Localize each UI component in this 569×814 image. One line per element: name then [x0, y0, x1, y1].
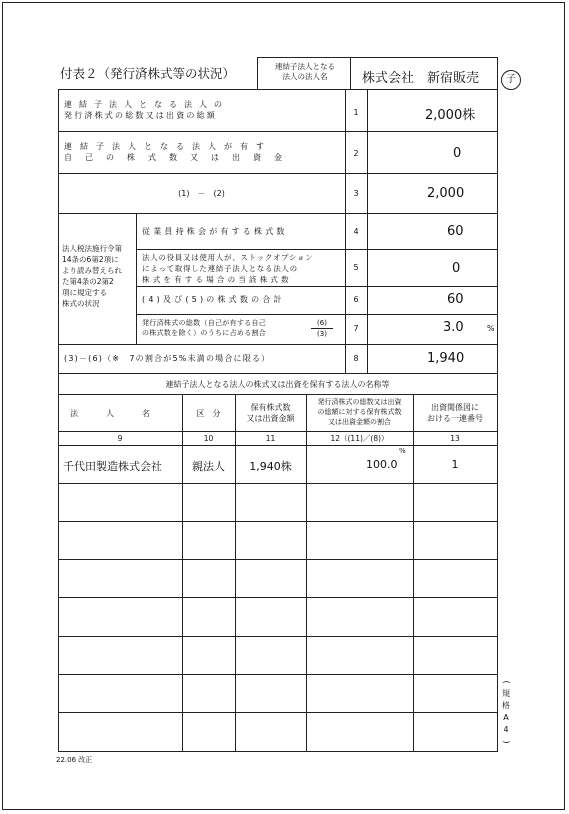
group-label-line: 株式の状況 — [62, 299, 100, 308]
section-title: 連結子法人となる法人の株式又は出資を保有する法人の名称等 — [165, 380, 390, 389]
line — [58, 445, 497, 446]
col-serial-no: 13 — [450, 434, 460, 443]
row2-label-line2: 自己の株式数又は出資金 — [64, 153, 295, 162]
row7-no: 7 — [353, 324, 359, 333]
line — [58, 394, 497, 395]
side-note-char: ) — [502, 740, 511, 744]
group-label-line: 項に規定する — [62, 288, 107, 297]
fraction-denominator: (3) — [317, 330, 327, 338]
row7-label-line: 発行済株式の総数（自己が有する自己 — [142, 319, 267, 327]
line — [497, 57, 498, 89]
row8-no: 8 — [353, 354, 359, 363]
group-label-line: た第4条の2第2 — [62, 277, 114, 286]
row7-value: 3.0 — [443, 320, 464, 335]
line — [58, 559, 497, 560]
holder-ratio: 100.0 — [366, 458, 398, 471]
group-label — [62, 243, 136, 309]
side-note-char: 4 — [503, 725, 509, 734]
col-ratio-line2: の総額に対する保有株式数 — [317, 408, 402, 416]
col-type-header: 区 分 — [196, 409, 221, 418]
line — [350, 57, 351, 89]
line — [257, 57, 497, 58]
row1-label-line1: 連結子法人となる法人の — [64, 100, 229, 109]
child-badge: 子 — [501, 70, 521, 90]
line — [58, 521, 497, 522]
col-ratio-line1: 発行済株式の総数又は出資 — [317, 398, 402, 406]
holder-ratio-unit: % — [399, 447, 406, 455]
revision-note: 22.06 改正 — [56, 756, 93, 764]
line — [58, 373, 497, 374]
row6-no: 6 — [353, 295, 359, 304]
col-shares-line1: 保有株式数 — [250, 403, 291, 412]
line — [58, 131, 497, 132]
row5-label — [142, 252, 313, 285]
paper-size-note — [500, 676, 512, 748]
col-name-no: 9 — [117, 434, 123, 443]
line — [257, 57, 258, 89]
row5-value: 0 — [452, 261, 461, 276]
col-serial-header — [413, 402, 497, 424]
holder-type: 親法人 — [192, 460, 225, 473]
col-type-no: 10 — [203, 434, 214, 443]
company-name: 株式会社 新宿販売 — [362, 71, 480, 86]
group-label-line: 法人税法施行令第 — [62, 244, 122, 253]
side-note-char: 格 — [502, 701, 510, 710]
row3-label: (1) － (2) — [178, 189, 225, 198]
line — [136, 286, 497, 287]
row8-value: 1,940 — [427, 351, 465, 366]
col-ratio-header — [306, 397, 413, 427]
row8-label: (3)－(6)（※ 7の割合が5%未満の場合に限る） — [64, 354, 271, 363]
line — [306, 394, 307, 751]
side-note-char: ( — [502, 680, 511, 684]
row3-value: 2,000 — [427, 186, 465, 201]
row1-value: 2,000株 — [425, 108, 476, 123]
row7-unit: % — [487, 324, 495, 333]
line — [58, 213, 497, 214]
row4-value: 60 — [447, 224, 464, 239]
company-label-line2: 法人の法人名 — [282, 72, 328, 81]
row2-value: 0 — [453, 146, 462, 161]
line — [58, 89, 497, 90]
line — [58, 597, 497, 598]
holder-shares: 1,940株 — [249, 460, 292, 473]
row1-no: 1 — [353, 108, 359, 117]
group-label-line: 14条の6第2項に — [62, 255, 119, 264]
row6-value: 60 — [447, 292, 464, 307]
line — [58, 431, 497, 432]
row1-label — [64, 99, 342, 121]
group-label-line: より読み替えられ — [62, 266, 122, 275]
fraction-numerator: (6) — [311, 318, 333, 329]
col-ratio-no: 12（(11)／(8)） — [330, 434, 389, 443]
col-serial-line1: 出資関係図に — [431, 403, 479, 412]
row4-no: 4 — [353, 227, 359, 236]
col-name-header: 法 人 名 — [70, 409, 154, 418]
company-label — [260, 62, 350, 82]
line — [136, 314, 497, 315]
row5-label-line: 法人の役員又は使用人が、ストックオプション — [142, 253, 314, 262]
form-title: 付表２（発行済株式等の状況） — [60, 66, 236, 81]
row1-label-line2: 発行済株式の総数又は出資の総額 — [64, 111, 217, 120]
line — [136, 249, 497, 250]
row6-label: (4)及び(5)の株式数の合計 — [142, 295, 285, 304]
side-note-char: 規 — [502, 689, 510, 698]
col-ratio-line3: 又は出資金額の割合 — [328, 418, 391, 426]
row2-label-line1: 連結子法人となる法人が有す — [64, 142, 272, 151]
line — [58, 483, 497, 484]
line — [497, 89, 498, 751]
row7-label-line: の株式数を除く）のうちに占める割合 — [142, 329, 267, 337]
line — [58, 712, 497, 713]
row4-label: 従業員持株会が有する株式数 — [142, 227, 288, 236]
line — [235, 394, 236, 751]
line — [58, 751, 498, 752]
line — [136, 213, 137, 344]
holder-serial: 1 — [451, 458, 459, 471]
line — [58, 344, 497, 345]
line — [58, 173, 497, 174]
row2-label — [64, 141, 342, 163]
row5-label-line: によって取得した連結子法人となる法人の — [142, 264, 298, 273]
line — [182, 394, 183, 751]
line — [58, 674, 497, 675]
holder-name: 千代田製造株式会社 — [63, 460, 162, 473]
row7-fraction — [311, 318, 333, 339]
row3-no: 3 — [353, 189, 359, 198]
col-shares-no: 11 — [265, 434, 276, 443]
col-shares-header — [235, 402, 306, 424]
line — [58, 636, 497, 637]
side-note-char: A — [503, 713, 509, 722]
row2-no: 2 — [353, 149, 359, 158]
row5-label-line: 株式を有する場合の当該株式数 — [142, 275, 292, 284]
row7-label — [142, 318, 266, 338]
row5-no: 5 — [353, 263, 359, 272]
company-label-line1: 連結子法人となる — [275, 62, 335, 71]
col-serial-line2: おける一連番号 — [427, 414, 483, 423]
col-shares-line2: 又は出資金額 — [246, 414, 295, 423]
line — [413, 394, 414, 751]
